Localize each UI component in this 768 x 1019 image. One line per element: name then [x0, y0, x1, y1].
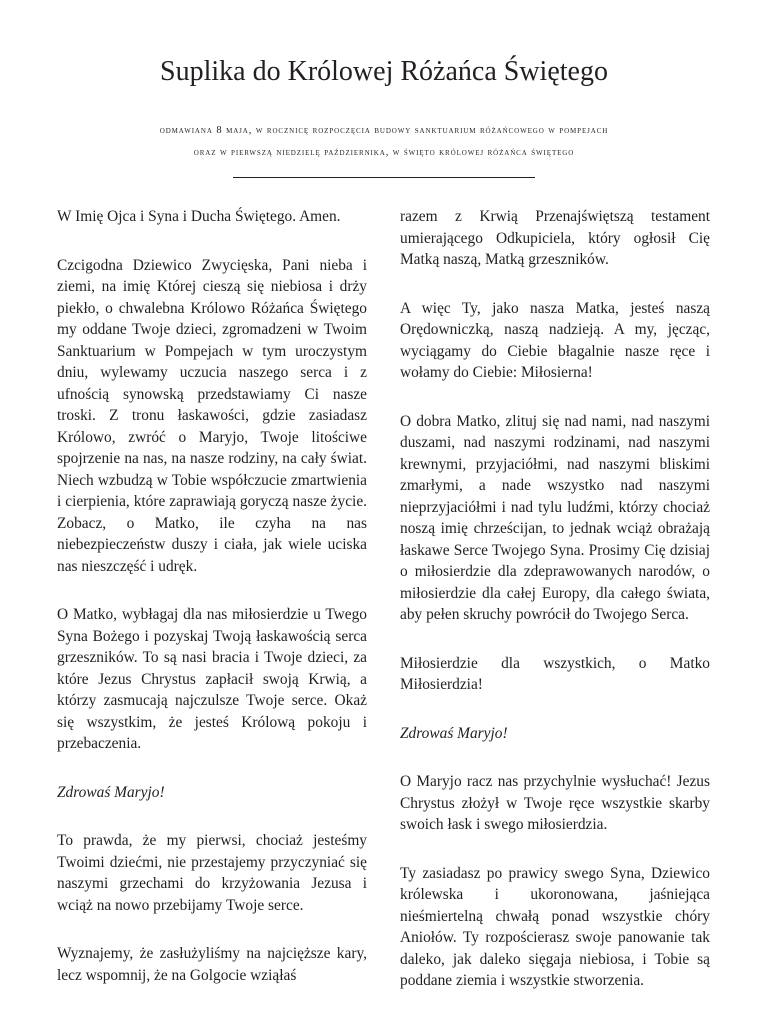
refrain: Zdrowaś Maryjo! [57, 783, 165, 801]
paragraph: Ty zasiadasz po prawicy swego Syna, Dziewico królewska i ukoronowana, jaśniejąca nieśmiertelną chwałą ponad wszystkie chóry Aniołów. Ty rozpościerasz swoje panowanie tak daleko, jak daleko sięgaja niebiosa, i Tobie są poddane ziemia i wszystkie stworzenia. [400, 864, 710, 989]
paragraph: O Maryjo racz nas przychylnie wysłuchać! Jezus Chrystus złożył w Twoje ręce wszystkie skarby swoich łask i swego miłosierdzia. [400, 773, 710, 833]
paragraph: razem z Krwią Przenajświętszą testament umierającego Odkupiciela, który ogłosił Cię Matką naszą, Matką grzeszników. [400, 208, 710, 268]
subtitle-line-1: odmawiana 8 maja, w rocznicę rozpoczęcia budowy sanktuarium różańcowego w pompejach [159, 125, 609, 136]
page-title: Suplika do Królowej Różańca Świętego [160, 56, 608, 87]
paragraph: Czcigodna Dziewico Zwycięska, Pani nieba i ziemi, na imię Której cieszą się niebiosa i drży piekło, o chwalebna Królowo Różańca Świętego my oddane Twoje dzieci, zgromadzeni w Twoim Sanktuarium w Pompejach w tym uroczystym dniu, wylewamy uczucia naszego serca i z ufnością synowską przedstawiamy Ci nasze troski. Z tronu łaskawości, gdzie zasiadasz Królowo, zwróć o Maryjo, Twoje litościwe spojrzenie na nas, na nasze rodziny, na cały świat. Niech wzbudzą w Tobie współczucie zmartwienia i cierpienia, które zaprawiają goryczą nasze życie. Zobacz, o Matko, ile czyha na nas niebezpieczeństw duszy i ciała, jak wiele uciska nas nieszczęść i udręk. [57, 256, 367, 575]
paragraph: W Imię Ojca i Syna i Ducha Świętego. Amen. [57, 208, 341, 225]
paragraph: O dobra Matko, zlituj się nad nami, nad naszymi duszami, nad naszymi rodzinami, nad naszymi krewnymi, przyjaciółmi, nad naszymi bliskimi zmarłymi, a nade wszystko nad naszymi nieprzyjaciółmi i nad tylu ludźmi, którzy chociaż noszą imię chrześcijan, to jednak wciąż obrażają łaskawe Serce Twojego Syna. Prosimy Cię dzisiaj o miłosierdzie dla zdeprawowanych narodów, o miłosierdzie dla całej Europy, dla całego świata, aby pełen skruchy powrócił do Twojego Serca. [400, 412, 710, 623]
right-column [400, 206, 710, 1019]
left-column [57, 206, 367, 1013]
page-subtitle [30, 120, 738, 164]
paragraph: Miłosierdzie dla wszystkich, o Matko Miłosierdzia! [400, 654, 710, 693]
subtitle-line-2: oraz w pierwszą niedzielę października, w święto królowej różańca świętego [193, 147, 575, 158]
paragraph: To prawda, że my pierwsi, chociaż jesteśmy Twoimi dziećmi, nie przestajemy przyczyniać się naszymi grzechami do krzyżowania Jezusa i wciąż na nowo przebijamy Twoje serce. [57, 832, 367, 914]
paragraph: A więc Ty, jako nasza Matka, jesteś naszą Orędowniczką, naszą nadzieją. A my, jęcząc, wyciągamy do Ciebie błagalnie nasze ręce i wołamy do Ciebie: Miłosierna! [400, 299, 710, 381]
paragraph: Wyznajemy, że zasłużyliśmy na najcięższe kary, lecz wspomnij, że na Golgocie wziąłaś [57, 945, 367, 984]
title-divider [233, 177, 535, 178]
refrain: Zdrowaś Maryjo! [400, 724, 508, 742]
paragraph: O Matko, wybłagaj dla nas miłosierdzie u Twego Syna Bożego i pozyskaj Twoją łaskawością serca grzeszników. To są nasi bracia i Twoje dzieci, za które Jezus Chrystus zapłacił swoją Krwią, a którzy zasmucają najczulsze Twoje serce. Okaż się wszystkim, że jesteś Królową pokoju i przebaczenia. [57, 606, 367, 752]
